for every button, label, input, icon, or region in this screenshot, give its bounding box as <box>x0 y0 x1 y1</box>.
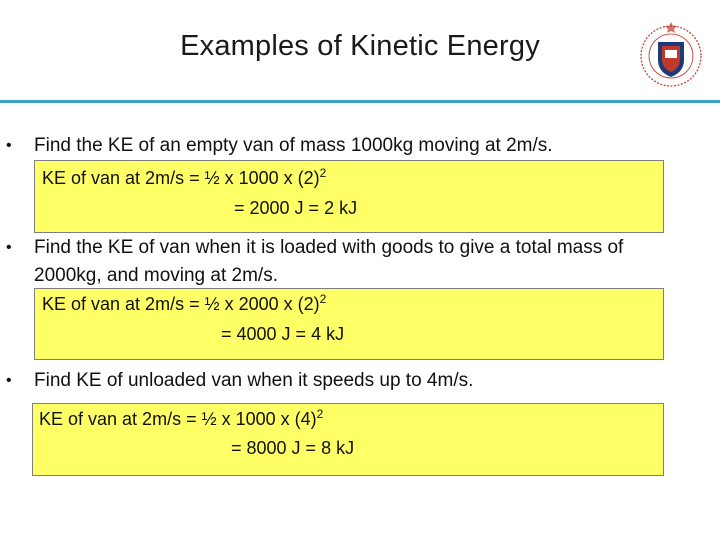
answer-3-line-1: KE of van at 2m/s = ½ x 1000 x $(4)^2$ <box>39 407 324 429</box>
answer-2-line-2: = 4000 J = 4 kJ <box>221 324 345 344</box>
answer-1-line-2: = 2000 J = 2 kJ <box>234 198 358 218</box>
slide-title: Examples of Kinetic Energy <box>180 30 540 62</box>
bullet-3-text: Find KE of unloaded van when it speeds up to 4m/s. <box>34 370 474 391</box>
bullet-dot: • <box>6 372 12 389</box>
bullet-2-text-line-2: 2000kg, and moving at 2m/s. <box>34 265 278 286</box>
university-crest-logo-icon <box>636 14 706 90</box>
answer-3-line-2: = 8000 J = 8 kJ <box>231 438 355 458</box>
bullet-dot: • <box>6 137 12 154</box>
answer-1-line-1: KE of van at 2m/s = ½ x 1000 x $(2)^2$ <box>42 166 327 188</box>
bullet-2-text-line-1: Find the KE of van when it is loaded with goods to give a total mass of <box>34 237 624 258</box>
bullet-dot: • <box>6 239 12 256</box>
bullet-1-text: Find the KE of an empty van of mass 1000kg moving at 2m/s. <box>34 135 553 156</box>
answer-2-line-1: KE of van at 2m/s = ½ x 2000 x $(2)^2$ <box>42 292 327 314</box>
